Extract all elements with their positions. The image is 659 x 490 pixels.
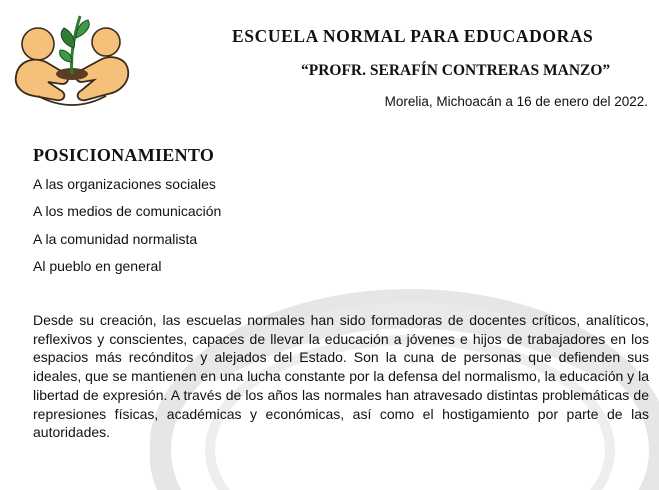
body-paragraph: Desde su creación, las escuelas normales han sido formadoras de docentes críticos, analíticos, reflexivos y conscientes, capaces de llevar la educación a jóvenes e hijos de trabajadores en los espacios más recónditos y alejados del Estado. Son la cuna de personas que defienden sus ideales, que se mantienen en una lucha constante por la defensa del normalismo, la educación y la libertad de expresión. A través de los años las normales han atravesado distintas problemáticas de represiones físicas, académicas y económicas, así como el hostigamiento por parte de las autoridades. bbox=[33, 312, 649, 441]
addressee-item: A los medios de comunicación bbox=[33, 203, 222, 220]
addressee-item: A las organizaciones sociales bbox=[33, 176, 216, 192]
school-name: ESCUELA NORMAL PARA EDUCADORAS bbox=[232, 26, 594, 46]
place-date: Morelia, Michoacán a 16 de enero del 2022. bbox=[384, 94, 648, 109]
document-title: POSICIONAMIENTO bbox=[33, 145, 215, 165]
addressee-list bbox=[33, 171, 221, 280]
addressee-item: A la comunidad normalista bbox=[33, 230, 198, 247]
hands-holding-plant-logo bbox=[8, 4, 133, 116]
addressee-item: Al pueblo en general bbox=[33, 257, 162, 274]
school-subtitle: “PROFR. SERAFÍN CONTRERAS MANZO” bbox=[301, 62, 611, 79]
